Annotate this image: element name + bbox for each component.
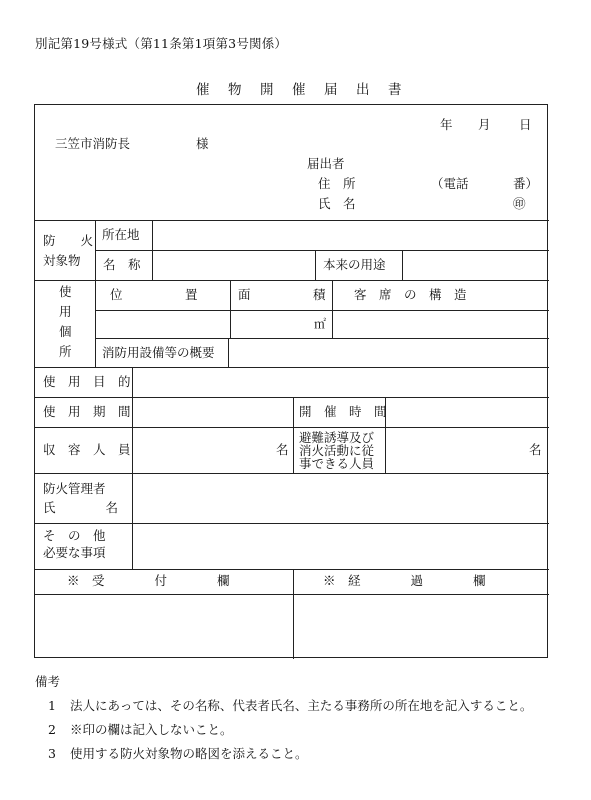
note-item-3 [48,744,308,762]
other-label-line2: 必要な事項 [43,545,106,560]
note-number: 2 [48,722,56,737]
position-header: 位 置 [110,287,198,302]
original-use-label: 本来の用途 [323,257,386,272]
use-area-label-char-1: 使 [59,284,72,299]
period-label: 使 用 期 間 [43,404,131,419]
note-number: 3 [48,746,56,761]
note-item-1 [48,696,532,714]
facility-name-label: 名 称 [103,257,141,272]
form-title: 催物開催届出書 [196,82,420,98]
facility-location-label: 所在地 [102,227,140,242]
fire-manager-label-line2: 氏 名 [43,500,119,515]
use-area-label-char-2: 用 [59,304,72,319]
area-unit: ㎡ [314,317,327,331]
date-day-label: 日 [519,117,532,132]
evacuation-label-line2: 消火活動に従 [299,443,375,458]
facility-label-line2: 対象物 [43,253,81,268]
notes-heading: 備考 [35,674,61,689]
note-item-2 [48,720,233,738]
application-form-table [34,104,548,658]
progress-header: ※ 経 過 欄 [323,573,486,588]
event-time-label: 開 催 時 間 [299,404,387,419]
evacuation-label-line1: 避難誘導及び [299,430,375,445]
honorific: 様 [196,136,209,151]
evacuation-unit: 名 [529,442,542,457]
seat-structure-header: 客 席 の 構 造 [354,287,467,302]
other-label-line1: そ の 他 [43,528,106,543]
address-label: 住 所 [318,176,356,191]
capacity-label: 収 容 人 員 [43,442,131,457]
phone-suffix: 番） [513,176,539,191]
use-area-label-char-4: 所 [59,344,72,359]
form-number: 別記第19号様式（第11条第1項第3号関係） [35,36,288,51]
fire-equipment-label: 消防用設備等の概要 [102,345,215,360]
note-text: 法人にあっては、その名称、代表者氏名、主たる事務所の所在地を記入すること。 [70,698,533,713]
area-header: 面 積 [238,287,326,302]
addressee: 三笠市消防長 [55,136,131,151]
name-label: 氏 名 [318,196,356,211]
phone-label: （電話 [431,176,469,191]
evacuation-personnel-label [299,431,374,470]
purpose-label: 使 用 目 的 [43,374,131,389]
reception-header: ※ 受 付 欄 [67,573,230,588]
use-area-label-char-3: 個 [59,324,72,339]
capacity-unit: 名 [276,442,289,457]
note-text: 使用する防火対象物の略図を添えること。 [70,746,308,761]
seal-mark: ㊞ [513,196,526,211]
note-text: ※印の欄は記入しないこと。 [70,722,233,737]
facility-label-line1: 防 火 [43,233,94,248]
applicant-label: 届出者 [307,156,345,171]
date-month-label: 月 [478,117,491,132]
evacuation-label-line3: 事できる人員 [299,456,375,471]
note-number: 1 [48,698,56,713]
date-year-label: 年 [440,117,453,132]
fire-manager-label-line1: 防火管理者 [43,481,106,496]
